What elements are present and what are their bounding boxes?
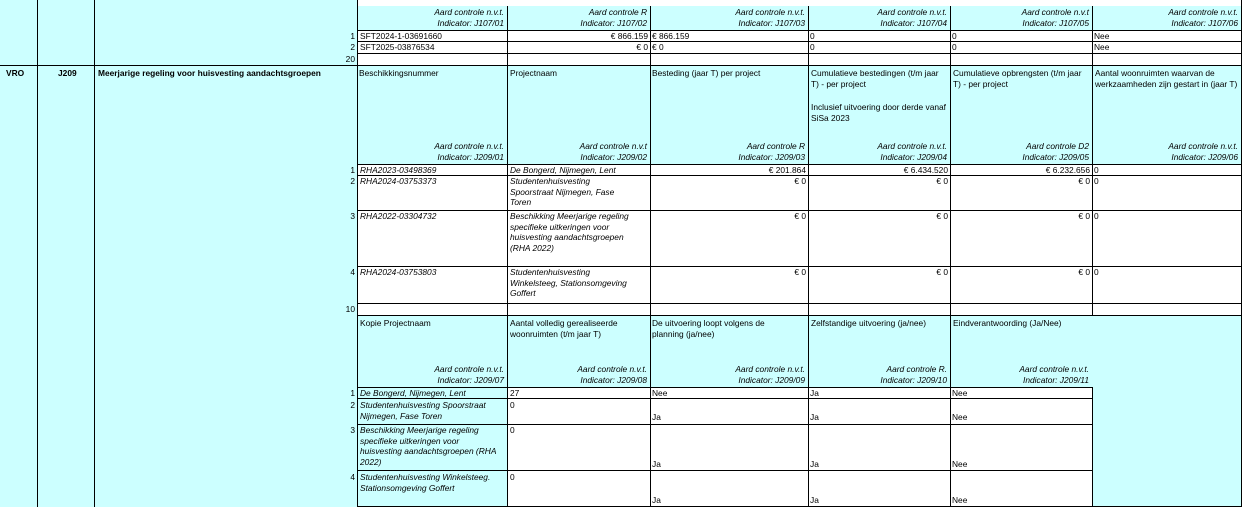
indicator-label: Indicator: J209/09 [738, 375, 805, 385]
table-cell[interactable]: 0 [810, 31, 815, 41]
aard-label: Aard controle n.v.t. [1168, 141, 1238, 151]
column-header: Besteding (jaar T) per project [652, 68, 761, 78]
table-cell[interactable]: € 0 [936, 176, 948, 186]
table-cell[interactable]: SFT2024-1-03691660 [360, 31, 442, 41]
table-cell[interactable]: Ja [652, 412, 661, 422]
row-number: 2 [350, 400, 355, 410]
table-cell[interactable]: Studentenhuisvesting Winkelsteeg, Stationsomgeving Goffert [510, 267, 627, 298]
aard-label: Aard controle n.v.t. [434, 364, 504, 374]
column-header: De uitvoering loopt volgens de planning (ja/nee) [652, 318, 765, 339]
indicator-label: Indicator: J107/06 [1171, 18, 1238, 28]
table-cell[interactable]: RHA2023-03498369 [360, 165, 437, 175]
table-cell[interactable]: De Bongerd, Nijmegen, Lent [510, 165, 616, 175]
aard-label: Aard controle n.v.t [1021, 7, 1089, 17]
regulation-code: J209 [58, 68, 77, 78]
indicator-label: Indicator: J209/10 [880, 375, 947, 385]
table-cell[interactable]: € 6.232.656 [1045, 165, 1090, 175]
table-cell[interactable]: Nee [952, 459, 968, 469]
table-cell[interactable]: € 201.864 [768, 165, 806, 175]
indicator-label: Indicator: J209/11 [1023, 375, 1089, 385]
indicator-label: Indicator: J209/02 [580, 152, 647, 162]
aard-label: Aard controle R [746, 141, 805, 151]
column-header: Eindverantwoording (Ja/Nee) [953, 318, 1062, 328]
aard-label: Aard controle D2 [1026, 141, 1089, 151]
aard-label: Aard controle n.v.t. [735, 7, 805, 17]
table-cell[interactable]: 0 [952, 42, 957, 52]
regulation-title: Meerjarige regeling voor huisvesting aandachtsgroepen [98, 68, 321, 78]
indicator-label: Indicator: J209/01 [437, 152, 504, 162]
aard-label: Aard controle n.v.t. [1168, 7, 1238, 17]
table-cell[interactable]: € 0 [1078, 211, 1090, 221]
column-header: Aantal woonruimten waarvan de werkzaamheden zijn gestart in (jaar T) [1095, 68, 1238, 89]
row-number: 1 [350, 165, 355, 175]
table-cell[interactable]: RHA2024-03753373 [360, 176, 437, 186]
table-cell[interactable]: Nee [1094, 31, 1110, 41]
table-cell[interactable]: Nee [952, 388, 968, 398]
row-number: 1 [350, 388, 355, 398]
indicator-label: Indicator: J209/05 [1022, 152, 1089, 162]
aard-label: Aard controle R [588, 7, 647, 17]
indicator-label: Indicator: J107/02 [580, 18, 647, 28]
sec3-rows-bg [507, 387, 1092, 507]
sec3-right-col-bg [1092, 387, 1242, 507]
aard-label: Aard controle n.v.t. [735, 364, 805, 374]
row-number: 3 [350, 211, 355, 221]
table-cell[interactable]: € 0 [936, 267, 948, 277]
aard-label: Aard controle n.v.t. [577, 364, 647, 374]
table-cell[interactable]: RHA2024-03753803 [360, 267, 437, 277]
table-cell[interactable]: 0 [510, 400, 515, 410]
table-cell[interactable]: € 0 [794, 211, 806, 221]
row-total-count: 20 [345, 54, 355, 64]
table-cell[interactable]: Ja [810, 412, 819, 422]
aard-label: Aard controle n.v.t [579, 141, 647, 151]
table-cell[interactable]: 0 [1094, 211, 1099, 221]
table-cell[interactable]: € 0 [936, 211, 948, 221]
table-cell[interactable]: € 866.159 [610, 31, 648, 41]
indicator-label: Indicator: J209/08 [580, 375, 647, 385]
table-cell[interactable]: Ja [810, 495, 819, 505]
table-cell[interactable]: Ja [652, 459, 661, 469]
column-header: Zelfstandige uitvoering (ja/nee) [811, 318, 926, 328]
aard-label: Aard controle R. [886, 364, 947, 374]
sec2-rows-bg [357, 164, 1242, 315]
column-header: Cumulatieve bestedingen (t/m jaar T) - per project [811, 68, 939, 89]
table-cell[interactable]: Studentenhuisvesting Winkelsteeg. Stationsomgeving Goffert [360, 472, 491, 493]
column-header-note: Inclusief uitvoering door derde vanaf SiSa 2023 [811, 102, 947, 123]
table-cell[interactable]: Beschikking Meerjarige regeling specifieke uitkeringen voor huisvesting aandachtsgroepen (RHA 2022) [510, 211, 629, 253]
table-cell[interactable]: Beschikking Meerjarige regeling specifieke uitkeringen voor huisvesting aandachtsgroepen (RHA 2022) [360, 425, 497, 467]
table-cell[interactable]: 0 [510, 472, 515, 482]
indicator-label: Indicator: J107/04 [880, 18, 947, 28]
column-header: Aantal volledig gerealiseerde woonruimten (t/m jaar T) [510, 318, 618, 339]
row-number: 1 [350, 31, 355, 41]
column-header: Projectnaam [510, 68, 558, 78]
table-cell[interactable]: 0 [1094, 165, 1099, 175]
aard-label: Aard controle n.v.t. [877, 141, 947, 151]
table-cell[interactable]: Nee [952, 412, 968, 422]
row-number: 4 [350, 267, 355, 277]
table-cell[interactable]: Studentenhuisvesting Spoorstraat Nijmegen, Fase Toren [360, 400, 486, 421]
table-cell[interactable]: € 866.159 [652, 31, 690, 41]
table-cell[interactable]: Ja [810, 459, 819, 469]
table-cell[interactable]: € 0 [794, 267, 806, 277]
aard-label: Aard controle n.v.t. [434, 7, 504, 17]
table-cell[interactable]: Nee [952, 495, 968, 505]
table-cell[interactable]: € 0 [1078, 176, 1090, 186]
aard-label: Aard controle n.v.t. [877, 7, 947, 17]
indicator-label: Indicator: J209/04 [880, 152, 947, 162]
indicator-label: Indicator: J107/05 [1022, 18, 1089, 28]
indicator-label: Indicator: J209/03 [738, 152, 805, 162]
indicator-label: Indicator: J107/01 [437, 18, 504, 28]
table-cell[interactable]: € 0 [1078, 267, 1090, 277]
table-cell[interactable]: € 0 [794, 176, 806, 186]
indicator-label: Indicator: J209/07 [437, 375, 504, 385]
row-number: 2 [350, 42, 355, 52]
table-cell[interactable]: 0 [810, 42, 815, 52]
table-cell[interactable]: 0 [510, 425, 515, 435]
table-cell[interactable]: Ja [652, 495, 661, 505]
aard-label: Aard controle n.v.t. [1019, 364, 1089, 374]
table-cell[interactable]: RHA2022-03304732 [360, 211, 437, 221]
table-cell[interactable]: Studentenhuisvesting Spoorstraat Nijmegen, Fase Toren [510, 176, 615, 207]
table-cell[interactable]: Nee [652, 388, 668, 398]
column-header: Cumulatieve opbrengsten (t/m jaar T) - per project [953, 68, 1082, 89]
table-cell[interactable]: € 0 [636, 42, 648, 52]
indicator-label: Indicator: J209/06 [1171, 152, 1238, 162]
department-code: VRO [6, 68, 25, 78]
table-cell[interactable]: Nee [1094, 42, 1110, 52]
row-number: 3 [350, 425, 355, 435]
table-cell[interactable]: De Bongerd, Nijmegen, Lent [360, 388, 466, 398]
table-cell[interactable]: 27 [510, 388, 520, 398]
table-cell[interactable]: € 0 [652, 42, 664, 52]
column-header: Kopie Projectnaam [360, 318, 431, 328]
aard-label: Aard controle n.v.t. [434, 141, 504, 151]
table-cell[interactable]: Ja [810, 388, 819, 398]
row-total-count: 10 [345, 304, 355, 314]
indicator-label: Indicator: J107/03 [738, 18, 805, 28]
table-cell[interactable]: SFT2025-03876534 [360, 42, 435, 52]
row-number: 4 [350, 472, 355, 482]
table-cell[interactable]: 0 [952, 31, 957, 41]
table-cell[interactable]: € 6.434.520 [903, 165, 948, 175]
row-number: 2 [350, 176, 355, 186]
table-cell[interactable]: 0 [1094, 267, 1099, 277]
column-header: Beschikkingsnummer [359, 68, 439, 78]
table-cell[interactable]: 0 [1094, 176, 1099, 186]
